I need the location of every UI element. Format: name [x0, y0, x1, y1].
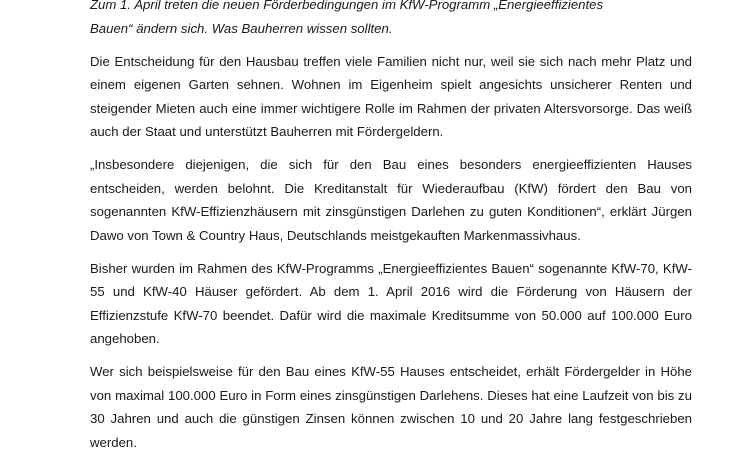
article-body [90, 0, 692, 464]
paragraph-2: „Insbesondere diejenigen, die sich für den Bau eines besonders energieeffizienten Hauses entscheiden, werden belohnt. Die Kreditanstalt für Wiederaufbau (KfW) fördert den Bau von sogenannten KfW-Effizienzhäusern mit zinsgünstigen Darlehen zu guten Konditionen“, erklärt Jürgen Dawo von Town & Country Haus, Deutschlands meistgekauften Markenmassivhaus. [90, 157, 692, 243]
article-intro-line-2: Bauen“ ändern sich. Was Bauherren wissen sollten. [90, 20, 393, 36]
article-intro [90, 0, 692, 40]
paragraph-3: Bisher wurden im Rahmen des KfW-Programms „Energieeffizientes Bauen“ sogenannte KfW-70, KfW-55 und KfW-40 Häuser gefördert. Ab dem 1. April 2016 wird die Förderung von Häusern der Effizienzstufe KfW-70 beendet. Dafür wird die maximale Kreditsumme von 50.000 auf 100.000 Euro angehoben. [90, 260, 692, 346]
paragraph-4: Wer sich beispielsweise für den Bau eines KfW-55 Hauses entscheidet, erhält Fördergelder in Höhe von maximal 100.000 Euro in Form eines zinsgünstigen Darlehens. Dieses hat eine Laufzeit von bis zu 30 Jahren und auch die günstigen Zinsen können zwischen 10 und 20 Jahre lang festgeschrieben werden. [90, 364, 692, 450]
article-intro-line-1: Zum 1. April treten die neuen Förderbedingungen im KfW-Programm „Energieeffizientes [90, 0, 604, 12]
paragraph-1: Die Entscheidung für den Hausbau treffen viele Familien nicht nur, weil sie sich nach mehr Platz und einem eigenen Garten sehnen. Wohnen im Eigenheim spielt angesichts unsicherer Renten und steigender Mieten auch eine immer wichtigere Rolle im Rahmen der privaten Altersvorsorge. Das weiß auch der Staat und unterstützt Bauherren mit Fördergeldern. [90, 53, 692, 139]
